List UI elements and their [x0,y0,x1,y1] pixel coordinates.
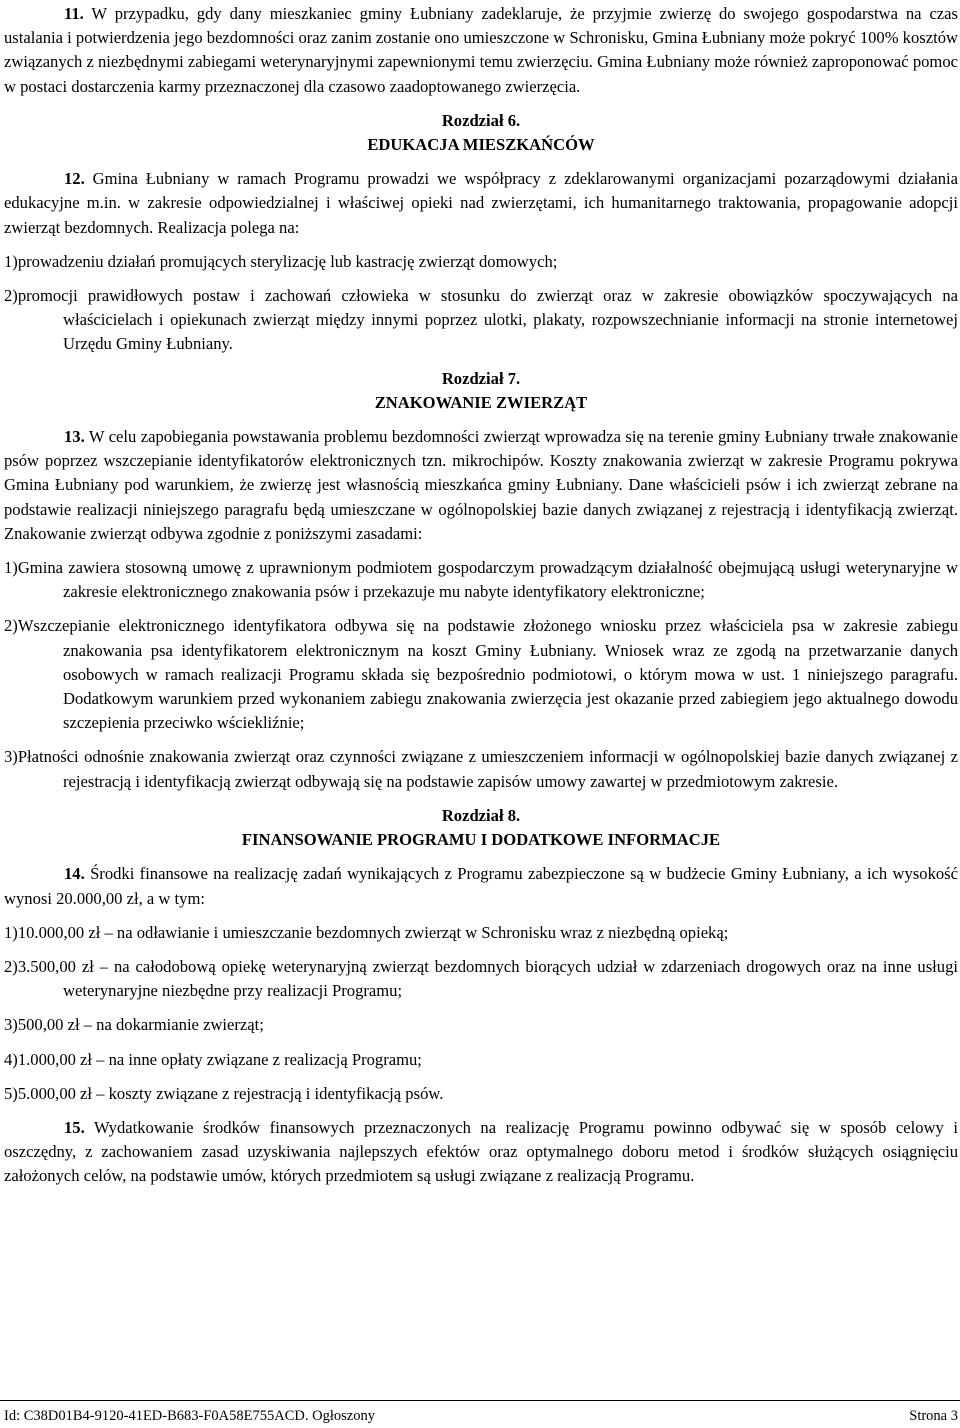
list-item [4,955,958,1003]
paragraph-text: Gmina Łubniany w ramach Programu prowadzi we współpracy z zdeklarowanymi organizacjami pozarządowymi działania edukacyjne m.in. w zakresie odpowiedzialnej i właściwej opieki nad zwierzętami, ich humanitarnego traktowania, propagowanie adopcji zwierząt bezdomnych. Realizacja polega na: [4,169,958,237]
list-item-number: 5) [4,1083,18,1103]
list-item-text: Gmina zawiera stosowną umowę z uprawnionym podmiotem gospodarczym prowadzącym działalność obejmującą usługi weterynaryjne w zakresie elektronicznego znakowania psów i przekazuje mu nabyte identyfikatory elektroniczne; [17,558,958,602]
paragraph-number: 15. [64,1117,85,1137]
list-item-number: 2) [4,616,18,636]
list-item-number: 2) [4,956,18,976]
paragraph-12 [4,167,958,240]
document-body [4,2,958,1199]
list-item [4,1048,958,1072]
list-item-number: 1) [4,251,18,271]
list-item [4,745,958,793]
list-item-text: promocji prawidłowych postaw i zachowań człowieka w stosunku do zwierząt oraz w zakresie obowiązków spoczywających na właścicielach i opiekunach zwierząt między innymi poprzez ulotki, plakaty, rozpowszechnianie informacji na stronie internetowej Urzędu Gminy Łubniany. [17,286,958,354]
chapter-title: Rozdział 7. [441,368,521,388]
chapter-subtitle: ZNAKOWANIE ZWIERZĄT [374,392,588,412]
list-item [4,284,958,357]
paragraph-number: 13. [64,427,85,447]
list-item [4,921,958,945]
chapter-subtitle: FINANSOWANIE PROGRAMU I DODATKOWE INFORMACJE [241,830,721,850]
list-item [4,1013,958,1037]
chapter-subtitle: EDUKACJA MIESZKAŃCÓW [367,135,595,155]
paragraph-text: Środki finansowe na realizację zadań wynikających z Programu zabezpieczone są w budżecie Gminy Łubniany, a ich wysokość wynosi 20.000,00 zł, a w tym: [4,864,958,908]
list-item [4,614,958,735]
list-item-text: prowadzeniu działań promujących sterylizację lub kastrację zwierząt domowych; [17,251,558,271]
paragraph-14 [4,862,958,910]
footer-divider [0,1400,960,1401]
paragraph-13 [4,425,958,546]
list-item [4,1082,958,1106]
paragraph-number: 11. [64,4,84,23]
list-item [4,250,958,274]
paragraph-text: Wydatkowanie środków finansowych przeznaczonych na realizację Programu powinno odbywać się w sposób celowy i oszczędny, z zachowaniem zasad uzyskiwania najlepszych efektów oraz optymalnego doboru metod i środków służących osiągnięciu założonych celów, na podstawie umów, których przedmiotem są usługi związane z realizacją Programu. [4,1117,958,1186]
document-id: Id: C38D01B4-9120-41ED-B683-F0A58E755ACD. Ogłoszony [4,1408,375,1424]
list-item-number: 1) [4,558,18,578]
list-item-text: 1.000,00 zł – na inne opłaty związane z realizacją Programu; [17,1049,422,1069]
list-item-text: 3.500,00 zł – na całodobową opiekę weterynaryjną zwierząt bezdomnych biorących udział w zdarzeniach drogowych oraz na inne usługi weterynaryjne niezbędne przy realizacji Programu; [17,956,958,1001]
list-item-number: 3) [4,747,18,767]
paragraph-number: 14. [64,864,85,884]
chapter-title: Rozdział 8. [441,805,521,825]
list-item-number: 4) [4,1049,18,1069]
list-item-number: 3) [4,1015,18,1035]
list-item-text: 500,00 zł – na dokarmianie zwierząt; [17,1015,264,1035]
chapter-6-heading [4,109,958,157]
list-item-number: 1) [4,922,18,942]
list-item-text: Płatności odnośnie znakowania zwierząt oraz czynności związane z umieszczeniem informacji w ogólnopolskiej bazie danych związanej z rejestracją i identyfikacją zwierząt odbywają się na podstawie zapisów umowy zawartej w przedmiotowym zakresie. [17,747,958,791]
page-number: Strona 3 [909,1408,958,1424]
list-item-number: 2) [4,286,18,306]
chapter-title: Rozdział 6. [441,110,521,130]
list-item-text: 5.000,00 zł – koszty związane z rejestracją i identyfikacją psów. [17,1083,444,1103]
paragraph-11 [4,2,958,99]
list-item [4,556,958,604]
chapter-8-heading [4,804,958,852]
chapter-7-heading [4,367,958,415]
list-item-text: 10.000,00 zł – na odławianie i umieszczanie bezdomnych zwierząt w Schronisku wraz z niezbędną opieką; [17,922,729,942]
paragraph-text: W przypadku, gdy dany mieszkaniec gminy Łubniany zadeklaruje, że przyjmie zwierzę do swojego gospodarstwa na czas ustalania i potwierdzenia jego bezdomności oraz zanim zostanie ono umieszczone w Schronisku, Gmina Łubniany może pokryć 100% kosztów związanych z niezbędnymi zabiegami weterynaryjnymi zapewnionymi temu zwierzęciu. Gmina Łubniany może również zaproponować pomoc w postaci dostarczenia karmy przeznaczonej dla czasowo zaadoptowanego zwierzęcia. [4,4,958,96]
paragraph-number: 12. [64,169,85,189]
list-item-text: Wszczepianie elektronicznego identyfikatora odbywa się na podstawie złożonego wniosku przez właściciela psa w zakresie zabiegu znakowania psa identyfikatorem elektronicznym na koszt Gminy Łubniany. Wniosek wraz ze zgodą na przetwarzanie danych osobowych w ramach realizacji Programu składa się bezpośrednio podmiotowi, o którym mowa w ust. 1 niniejszego paragrafu. Dodatkowym warunkiem przed wykonaniem zabiegu znakowania zwierzęcia jest okazanie przed zabiegiem jego aktualnego dowodu szczepienia przeciwko wściekliźnie; [17,616,958,733]
paragraph-text: W celu zapobiegania powstawania problemu bezdomności zwierząt wprowadza się na terenie gminy Łubniany trwałe znakowanie psów poprzez wszczepianie identyfikatorów elektronicznych tzn. mikrochipów. Koszty znakowania zwierząt w zakresie Programu pokrywa Gmina Łubniany pod warunkiem, że zwierzę jest własnością mieszkańca gminy Łubniany. Dane właścicieli psów i ich zwierząt zebrane na podstawie realizacji niniejszego paragrafu będą umieszczane w ogólnopolskiej bazie danych związanej z rejestracją i identyfikacją zwierząt. Znakowanie zwierząt odbywa zgodnie z poniższymi zasadami: [4,427,958,543]
paragraph-15 [4,1116,958,1189]
